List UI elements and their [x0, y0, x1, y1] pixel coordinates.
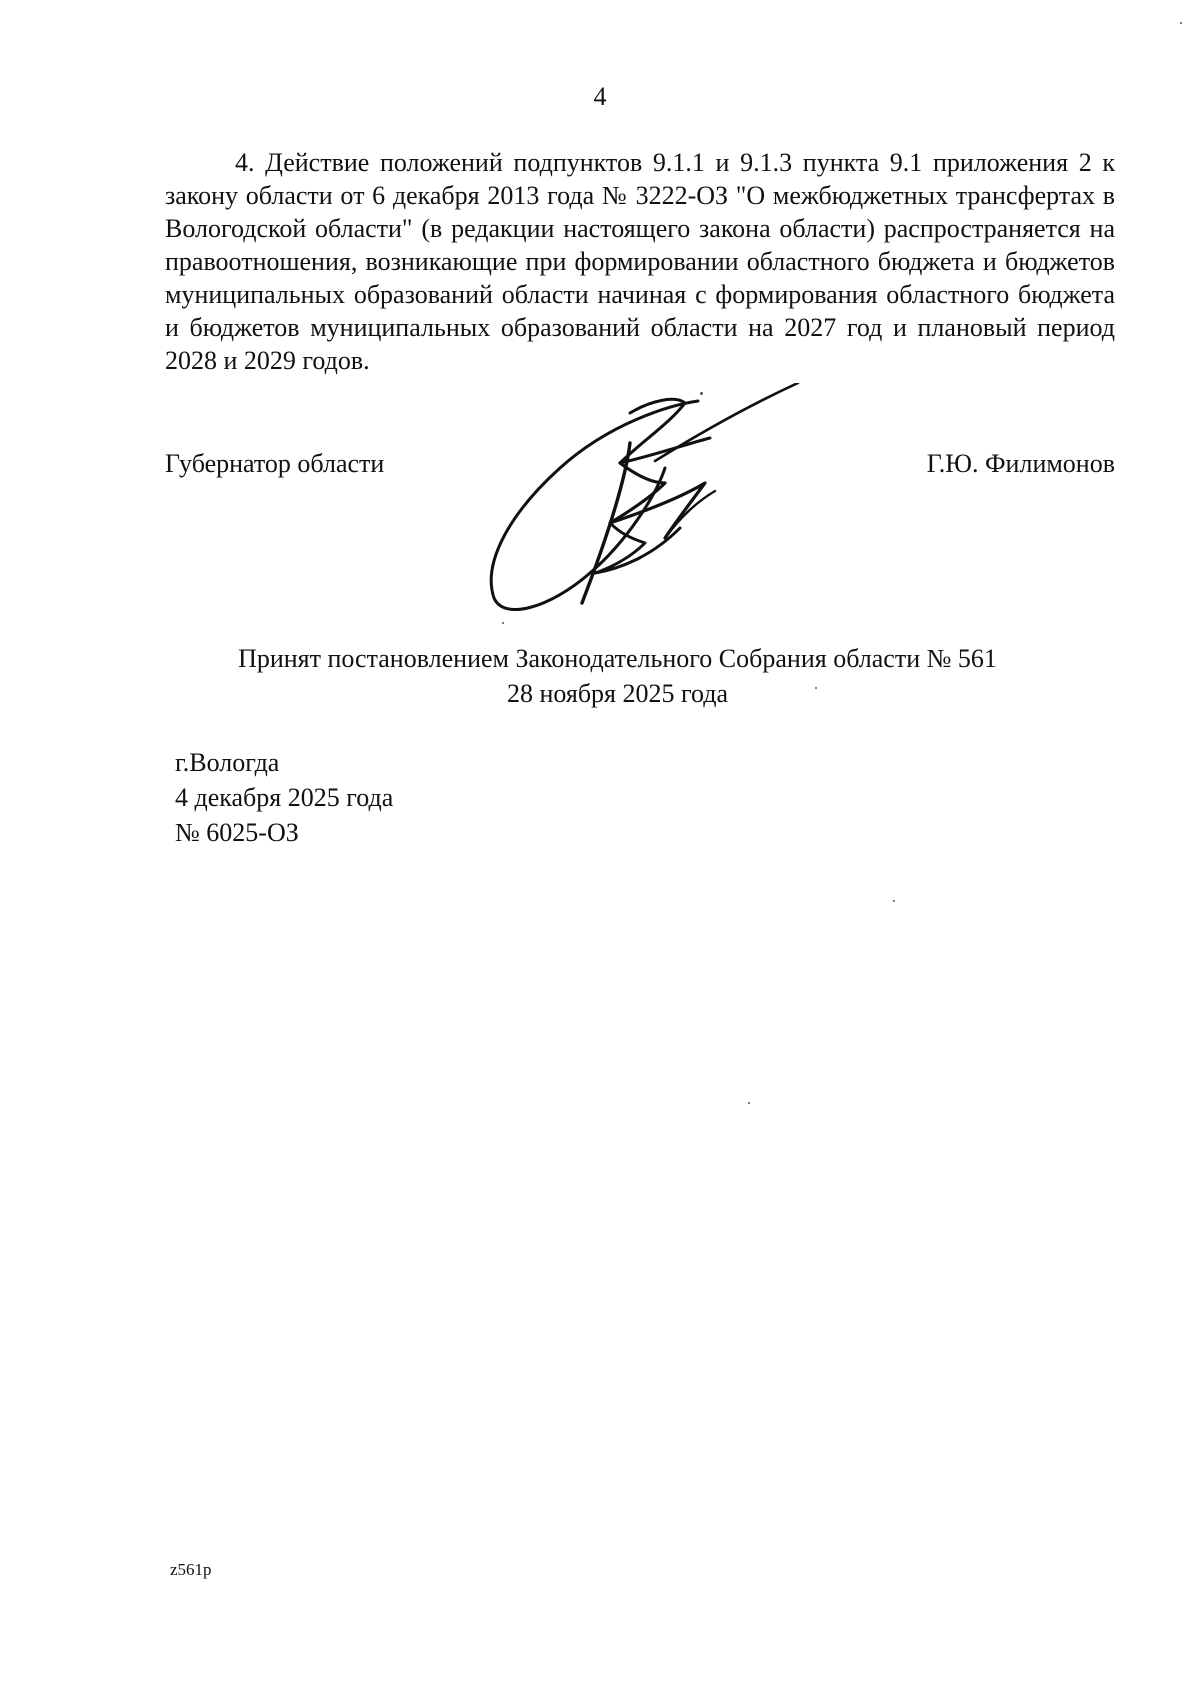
law-number: № 6025-ОЗ [175, 818, 299, 847]
place-date-block [175, 745, 393, 850]
governor-title: Губернатор области [165, 449, 385, 478]
scan-speck [748, 1102, 750, 1104]
adoption-line-date: 28 ноября 2025 года [506, 679, 729, 708]
adoption-note [0, 641, 1200, 711]
scan-speck [700, 392, 703, 395]
document-code: z561p [170, 1560, 212, 1579]
scan-speck [1180, 22, 1182, 24]
handwritten-signature [480, 383, 820, 623]
signing-date: 4 декабря 2025 года [175, 783, 394, 812]
scan-speck [815, 687, 817, 689]
body-paragraph: 4. Действие положений подпунктов 9.1.1 и 9.1.3 пункта 9.1 приложения 2 к закону области от 6 декабря 2013 года № 3222-ОЗ "О межбюджетных трансфертах в Вологодской области" (в редакции настоящего закона области) распространяется на правоотношения, возникающие при формировании областного бюджета и бюджетов муниципальных образований области начиная с формирования областного бюджета и бюджетов муниципальных образований области на 2027 год и плановый период 2028 и 2029 годов. [165, 148, 1115, 375]
page-number: 4 [593, 82, 607, 111]
scan-speck [502, 622, 504, 624]
adoption-line-resolution: Принят постановлением Законодательного Собрания области № 561 [238, 644, 997, 673]
scan-speck [893, 900, 895, 902]
governor-name: Г.Ю. Филимонов [926, 449, 1115, 478]
city: г.Вологда [175, 748, 280, 777]
